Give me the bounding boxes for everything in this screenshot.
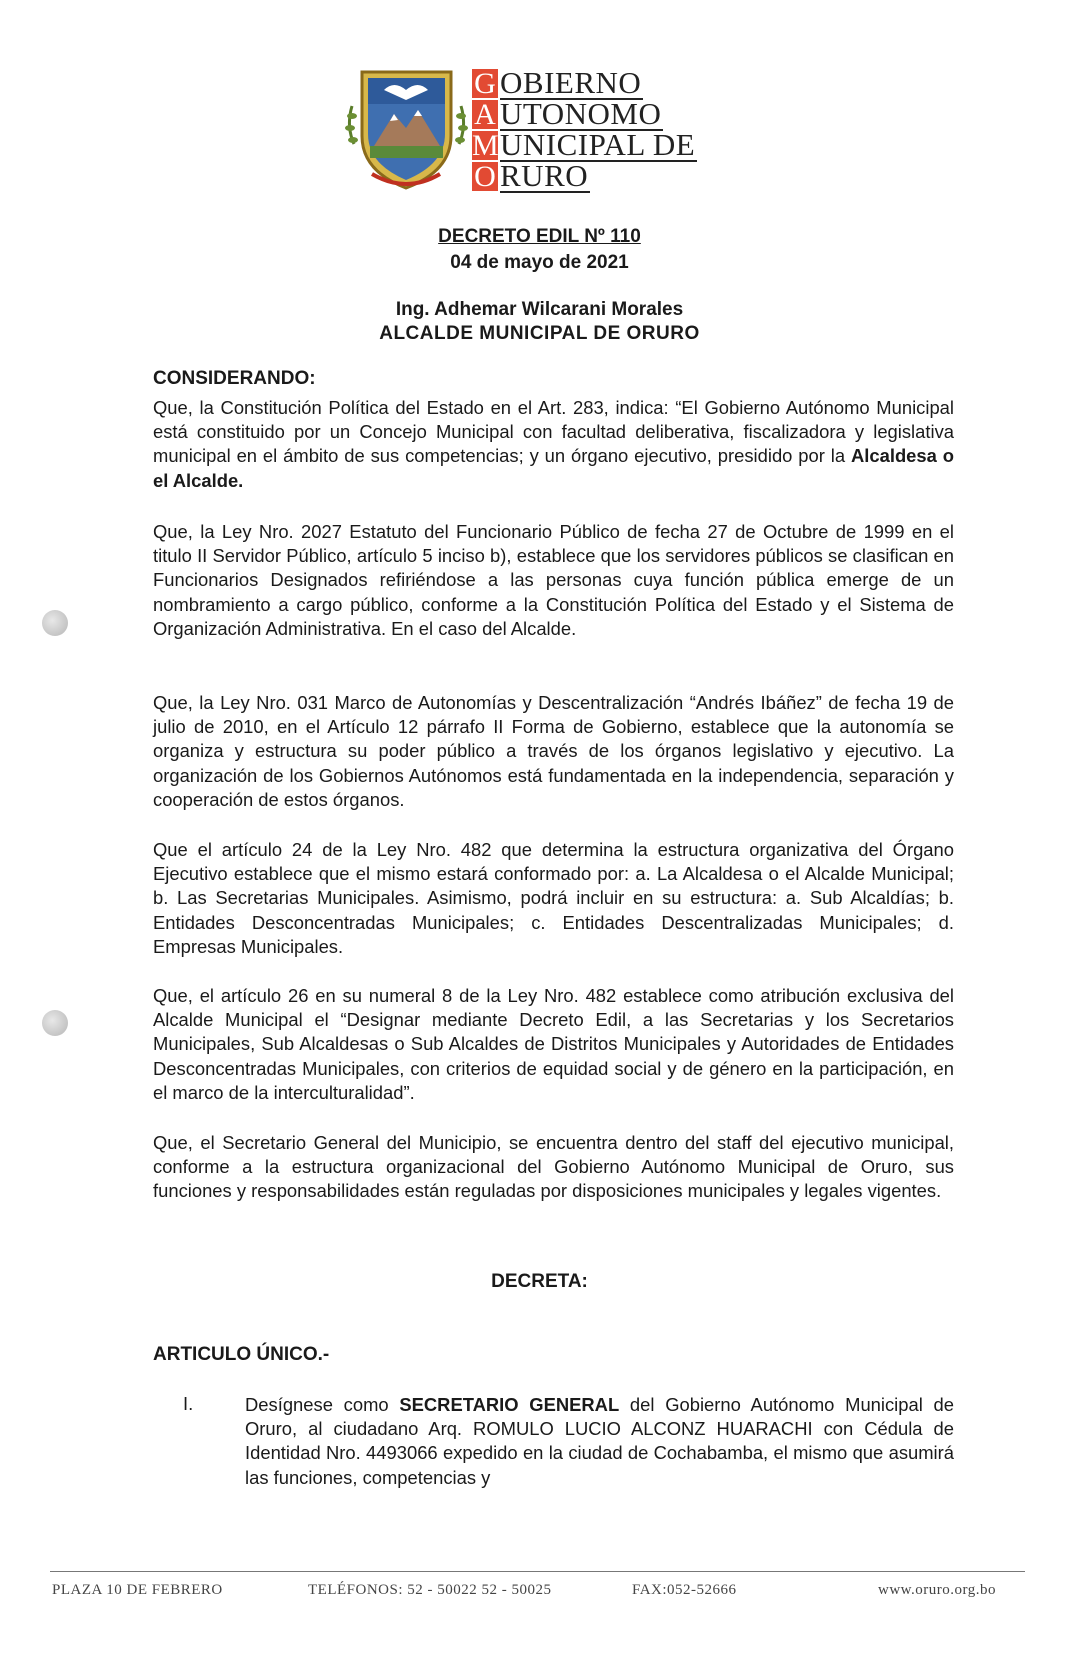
considerando-paragraph: Que, el Secretario General del Municipio, se encuentra dentro del staff del ejecutivo municipal, conforme a la estructura organizacional del Gobierno Autónomo Municipal de Oruro, sus funciones y responsabilidades están reguladas por disposiciones municipales y legales vigentes. [153, 1132, 954, 1202]
wordmark-initial: G [472, 69, 498, 98]
footer-fax: FAX:052-52666 [632, 1582, 737, 1598]
considerando-paragraph: Que, la Ley Nro. 031 Marco de Autonomías y Descentralización “Andrés Ibáñez” de fecha 19 de julio de 2010, en el Artículo 12 párrafo II Forma de Gobierno, establece que la autonomía se organiza y estructura su poder público a través de los órganos legislativo y ejecutivo. La organización de los Gobiernos Autónomos está fundamentada en la independencia, separación y cooperación de estos órganos. [153, 692, 954, 810]
considerando-paragraph [153, 396, 954, 493]
wordmark-initial: M [472, 129, 499, 162]
item-text-post: del Gobierno Autónomo Municipal de Oruro, al ciudadano Arq. ROMULO LUCIO ALCONZ HUARACHI con Cédula de Identidad Nro. 4493066 expedido en la ciudad de Cochabamba, el mismo que asumirá las funciones, competencias y [245, 1394, 954, 1488]
paragraph-text: Que, la Constitución Política del Estado en el Art. 283, indica: “El Gobierno Autónomo Municipal está constituido por un Concejo Municipal con facultad deliberativa, fiscalizadora y legislativa municipal en el ámbito de sus competencias; y un órgano ejecutivo, presidido por la [153, 397, 954, 467]
wordmark-text: OBIERNO [500, 64, 642, 100]
paragraph-bold-text: Alcaldesa o el Alcalde. [153, 445, 954, 491]
municipal-crest-logo [344, 66, 469, 194]
wordmark-line [472, 64, 697, 100]
wordmark-line [472, 95, 697, 131]
item-text-bold: SECRETARIO GENERAL [399, 1394, 620, 1415]
decree-date: 04 de mayo de 2021 [450, 252, 629, 273]
municipality-wordmark [472, 64, 697, 193]
signer-role: ALCALDE MUNICIPAL DE ORURO [379, 323, 700, 344]
footer-phones: TELÉFONOS: 52 - 50022 52 - 50025 [308, 1582, 552, 1598]
wordmark-text: RURO [500, 157, 589, 193]
wordmark-text: UTONOMO [500, 95, 662, 131]
punch-hole [42, 1010, 68, 1036]
decree-title [0, 225, 1079, 249]
decree-title-text: DECRETO EDIL Nº 110 [438, 226, 641, 247]
considerando-paragraph: Que, la Ley Nro. 2027 Estatuto del Funcionario Público de fecha 27 de Octubre de 1999 en el titulo II Servidor Público, artículo 5 inciso b), establece que los servidores públicos se clasifican en Funcionarios Designados refiriéndose a las personas cuya función pública emerge de un nombramiento a cargo público, conforme a la Constitución Política del Estado y el Sistema de Organización Administrativa. En el caso del Alcalde. [153, 521, 954, 639]
item-text-pre: Desígnese como [245, 1394, 400, 1415]
considerando-paragraph: Que, el artículo 26 en su numeral 8 de la Ley Nro. 482 establece como atribución exclusiva del Alcalde Municipal el “Designar mediante Decreto Edil, a las Secretarias y los Secretarios Municipales, Sub Alcaldesas o Sub Alcaldes de Distritos Municipales y Autoridades de Entidades Desconcentradas Municipales, con criterios de equidad social y de género en la participación, en el marco de la interculturalidad”. [153, 985, 954, 1103]
letterhead [344, 66, 744, 196]
considerando-heading: CONSIDERANDO: [153, 368, 316, 389]
punch-hole [42, 610, 68, 636]
decreta-heading: DECRETA: [491, 1271, 588, 1292]
article-heading: ARTICULO ÚNICO.- [153, 1344, 330, 1365]
article-item-text [245, 1393, 954, 1490]
wordmark-line [472, 157, 697, 193]
wordmark-text: UNICIPAL DE [500, 126, 696, 162]
article-item-number: I. [183, 1393, 194, 1414]
footer-website: www.oruro.org.bo [878, 1582, 996, 1598]
wordmark-initial: A [472, 100, 498, 129]
footer-divider [50, 1571, 1025, 1572]
wordmark-initial: O [472, 162, 498, 191]
considerando-paragraph: Que el artículo 24 de la Ley Nro. 482 que determina la estructura organizativa del Órgano Ejecutivo establece que el mismo estará conformado por: a. La Alcaldesa o el Alcalde Municipal; b. Las Secretarias Municipales. Asimismo, podrá incluir en su estructura: a. Sub Alcaldías; b. Entidades Desconcentradas Municipales; c. Entidades Descentralizadas Municipales; d. Empresas Municipales. [153, 839, 954, 957]
signer-name: Ing. Adhemar Wilcarani Morales [395, 299, 684, 320]
footer-address: PLAZA 10 DE FEBRERO [52, 1582, 223, 1598]
wordmark-line [472, 126, 697, 162]
